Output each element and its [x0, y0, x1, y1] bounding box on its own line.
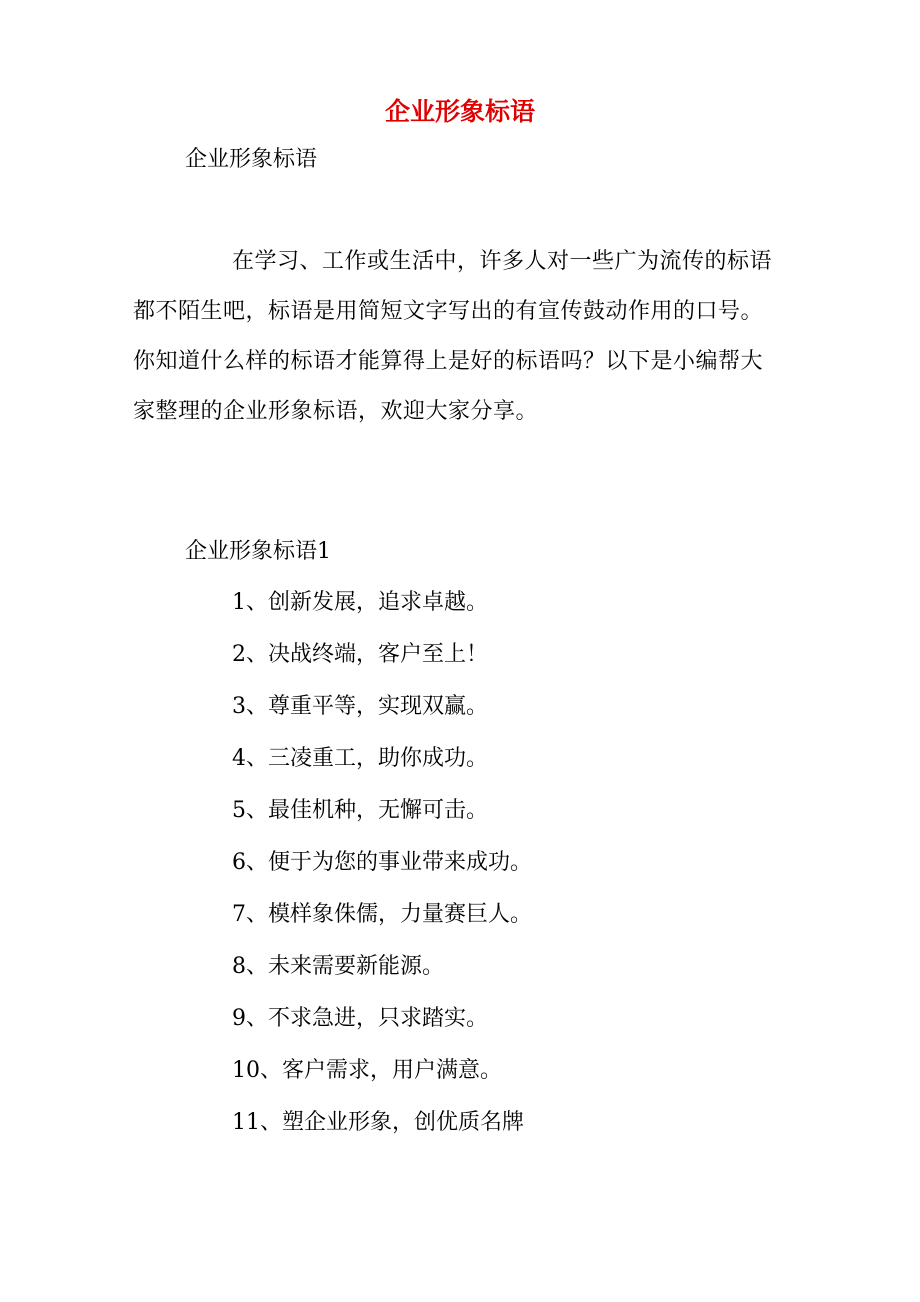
slogan-item: 10、客户需求，用户满意。	[232, 1058, 502, 1083]
document-subtitle: 企业形象标语	[185, 147, 318, 172]
section-heading: 企业形象标语1	[185, 539, 331, 564]
intro-paragraph: 在学习、工作或生活中，许多人对一些广为流传的标语都不陌生吧，标语是用简短文字写出的有宣传鼓动作用的口号。你知道什么样的标语才能算得上是好的标语吗？以下是小编帮大家整理的企业形象标语，欢迎大家分享。	[133, 249, 773, 424]
slogan-item: 9、不求急进，只求踏实。	[232, 1006, 488, 1031]
slogan-item: 3、尊重平等，实现双赢。	[232, 694, 488, 719]
slogan-item: 8、未来需要新能源。	[232, 954, 444, 979]
slogan-item: 1、创新发展，追求卓越。	[232, 590, 488, 615]
slogan-list	[232, 586, 532, 1158]
slogan-item: 4、三凌重工，助你成功。	[232, 746, 488, 771]
slogan-item: 2、决战终端，客户至上！	[232, 642, 488, 667]
document-title: 企业形象标语	[384, 97, 535, 126]
slogan-item: 7、模样象侏儒，力量赛巨人。	[232, 902, 532, 927]
slogan-item: 6、便于为您的事业带来成功。	[232, 850, 532, 875]
slogan-item: 11、塑企业形象，创优质名牌	[232, 1110, 524, 1135]
slogan-item: 5、最佳机种，无懈可击。	[232, 798, 488, 823]
